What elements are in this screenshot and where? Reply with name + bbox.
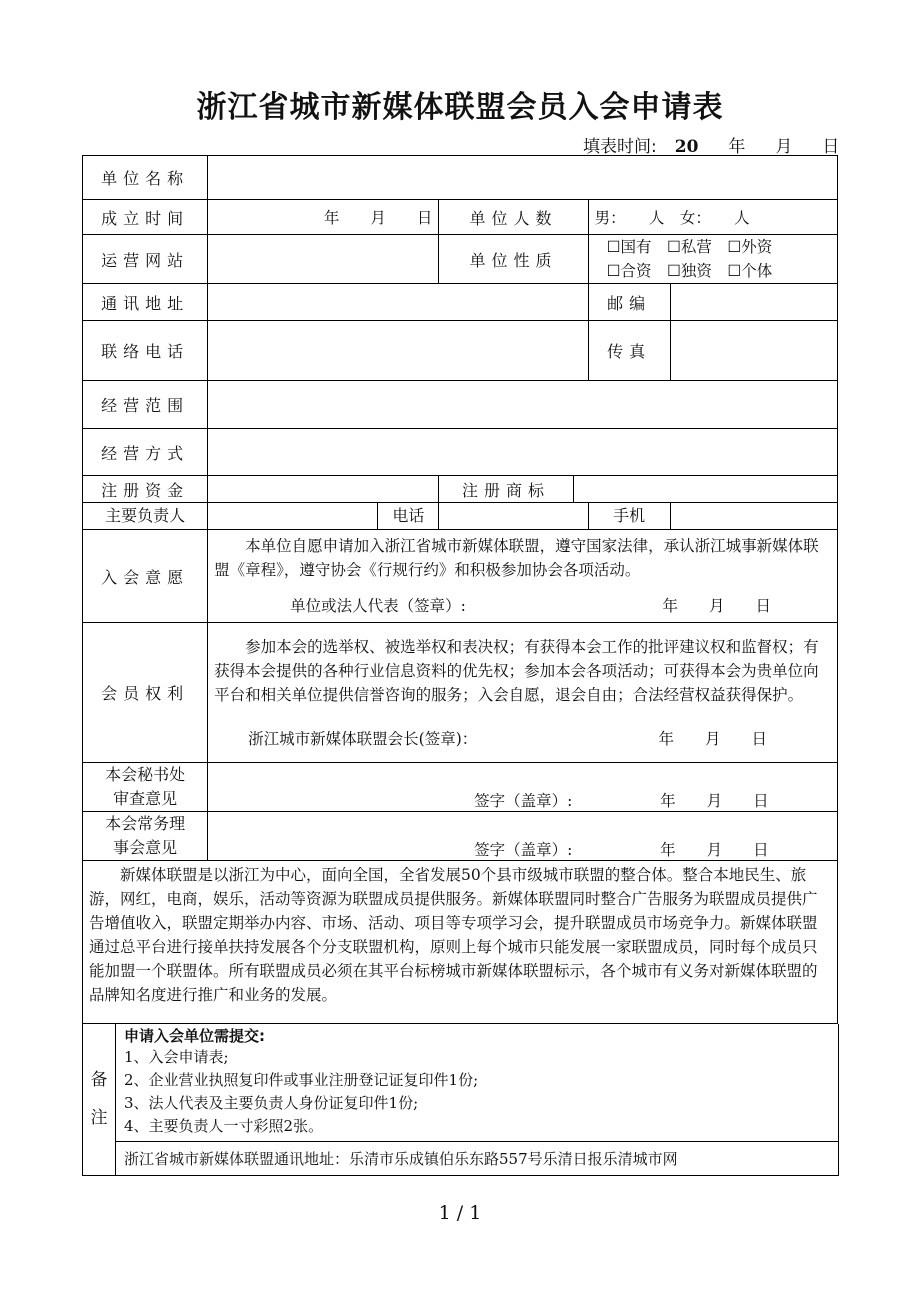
secretariat-label bbox=[83, 763, 208, 812]
secretariat-signature-label: 签字（盖章）: bbox=[474, 792, 573, 810]
rights-cell bbox=[208, 623, 838, 763]
nature-options[interactable] bbox=[588, 235, 837, 284]
capital-field[interactable] bbox=[208, 476, 439, 503]
postcode-label: 邮编 bbox=[588, 284, 670, 321]
secretariat-label-line2: 审查意见 bbox=[113, 789, 178, 808]
secretariat-cell[interactable] bbox=[208, 763, 838, 812]
phone-field[interactable] bbox=[208, 321, 588, 381]
rights-text: 参加本会的选举权、被选举权和表决权；有获得本会工作的批评建议权和监督权；有获得本会提供的各种行业信息资料的优先权；参加本会各项活动；可获得本会为贵单位向平台和相关单位提供信誉咨询的服务；入会自愿，退会自由；合法经营权益获得保护。 bbox=[214, 637, 819, 704]
leader-field[interactable] bbox=[208, 503, 378, 530]
council-label-line2: 事会意见 bbox=[113, 838, 178, 857]
scope-field[interactable] bbox=[208, 381, 838, 429]
rights-date[interactable]: 年 月 日 bbox=[658, 729, 767, 748]
capital-label: 注册资金 bbox=[83, 476, 208, 503]
founded-field[interactable]: 年 月 日 bbox=[208, 200, 439, 235]
unit-name-field[interactable] bbox=[208, 156, 838, 200]
intent-text: 本单位自愿申请加入浙江省城市新媒体联盟，遵守国家法律，承认浙江城事新媒体联盟《章程》，遵守协会《行规行约》和积极参加协会各项活动。 bbox=[214, 537, 819, 579]
fax-field[interactable] bbox=[670, 321, 837, 381]
fill-date-day-unit: 日 bbox=[822, 137, 840, 157]
council-label-line1: 本会常务理 bbox=[105, 814, 186, 833]
unit-name-label: 单位名称 bbox=[83, 156, 208, 200]
intent-label: 入会意愿 bbox=[83, 530, 208, 623]
staff-field[interactable]: 男： 人 女： 人 bbox=[588, 200, 837, 235]
trademark-label: 注册商标 bbox=[439, 476, 573, 503]
intent-signature-label: 单位或法人代表（签章）: bbox=[290, 597, 466, 615]
page-title: 浙江省城市新媒体联盟会员入会申请表 bbox=[196, 90, 724, 125]
council-signature-label: 签字（盖章）: bbox=[474, 841, 573, 859]
mobile-label: 手机 bbox=[588, 503, 670, 530]
staff-label: 单位人数 bbox=[439, 200, 588, 235]
founded-label: 成立时间 bbox=[83, 200, 208, 235]
phone-label: 联络电话 bbox=[83, 321, 208, 381]
fill-date-year-unit: 年 bbox=[728, 137, 746, 157]
tel-field[interactable] bbox=[439, 503, 588, 530]
fill-date-line bbox=[583, 132, 839, 157]
intent-cell bbox=[208, 530, 838, 623]
website-label: 运营网站 bbox=[83, 235, 208, 284]
notes-item-3: 3、法人代表及主要负责人身份证复印件1份; bbox=[124, 1094, 419, 1112]
rights-label: 会员权利 bbox=[83, 623, 208, 763]
fill-date-month-unit: 月 bbox=[775, 137, 793, 157]
notes-item-2: 2、企业营业执照复印件或事业注册登记证复印件1份; bbox=[124, 1071, 479, 1089]
tel-label: 电话 bbox=[378, 503, 439, 530]
address-field[interactable] bbox=[208, 284, 588, 321]
council-cell[interactable] bbox=[208, 812, 838, 861]
postcode-field[interactable] bbox=[670, 284, 837, 321]
notes-label bbox=[83, 1024, 116, 1175]
notes-heading: 申请入会单位需提交: bbox=[124, 1027, 265, 1045]
application-form bbox=[82, 155, 838, 1176]
nature-options-row1[interactable]: ☐国有 ☐私营 ☐外资 bbox=[606, 238, 773, 256]
leader-label: 主要负责人 bbox=[83, 503, 208, 530]
mobile-field[interactable] bbox=[670, 503, 837, 530]
description-cell bbox=[83, 861, 838, 1024]
rights-signature-label: 浙江城市新媒体联盟会长(签章)： bbox=[248, 729, 478, 748]
notes-label-line2: 注 bbox=[90, 1108, 108, 1129]
mode-field[interactable] bbox=[208, 429, 838, 476]
fill-date-year[interactable]: 20 bbox=[674, 137, 699, 157]
website-field[interactable] bbox=[208, 235, 439, 284]
notes-list bbox=[116, 1024, 839, 1141]
fill-date-label: 填表时间: bbox=[583, 137, 657, 157]
scope-label: 经营范围 bbox=[83, 381, 208, 429]
intent-date[interactable]: 年 月 日 bbox=[662, 597, 771, 615]
secretariat-label-line1: 本会秘书处 bbox=[105, 765, 186, 784]
secretariat-date[interactable]: 年 月 日 bbox=[660, 792, 769, 810]
address-label: 通讯地址 bbox=[83, 284, 208, 321]
notes-item-1: 1、入会申请表; bbox=[124, 1048, 229, 1066]
nature-label: 单位性质 bbox=[439, 235, 588, 284]
trademark-field[interactable] bbox=[573, 476, 837, 503]
notes-address: 浙江省城市新媒体联盟通讯地址：乐清市乐成镇伯乐东路557号乐清日报乐清城市网 bbox=[116, 1141, 839, 1175]
notes-label-line1: 备 bbox=[90, 1070, 108, 1091]
nature-options-row2[interactable]: ☐合资 ☐独资 ☐个体 bbox=[606, 262, 773, 280]
fax-label: 传真 bbox=[588, 321, 670, 381]
council-label bbox=[83, 812, 208, 861]
page-number: 1 / 1 bbox=[438, 1202, 482, 1224]
notes-item-4: 4、主要负责人一寸彩照2张。 bbox=[124, 1117, 324, 1135]
council-date[interactable]: 年 月 日 bbox=[660, 841, 769, 859]
mode-label: 经营方式 bbox=[83, 429, 208, 476]
description-text: 新媒体联盟是以浙江为中心，面向全国，全省发展50个县市级城市联盟的整合体。整合本地民生、旅游，网红，电商，娱乐，活动等资源为联盟成员提供服务。新媒体联盟同时整合广告服务为联盟成员提供广告增值收入，联盟定期举办内容、市场、活动、项目等专项学习会，提升联盟成员市场竞争力。新媒体联盟通过总平台进行接单扶持发展各个分支联盟机构，原则上每个城市只能发展一家联盟成员，同时每个成员只能加盟一个联盟体。所有联盟成员必须在其平台标榜城市新媒体联盟标示，各个城市有义务对新媒体联盟的品牌知名度进行推广和业务的发展。 bbox=[89, 866, 818, 1004]
